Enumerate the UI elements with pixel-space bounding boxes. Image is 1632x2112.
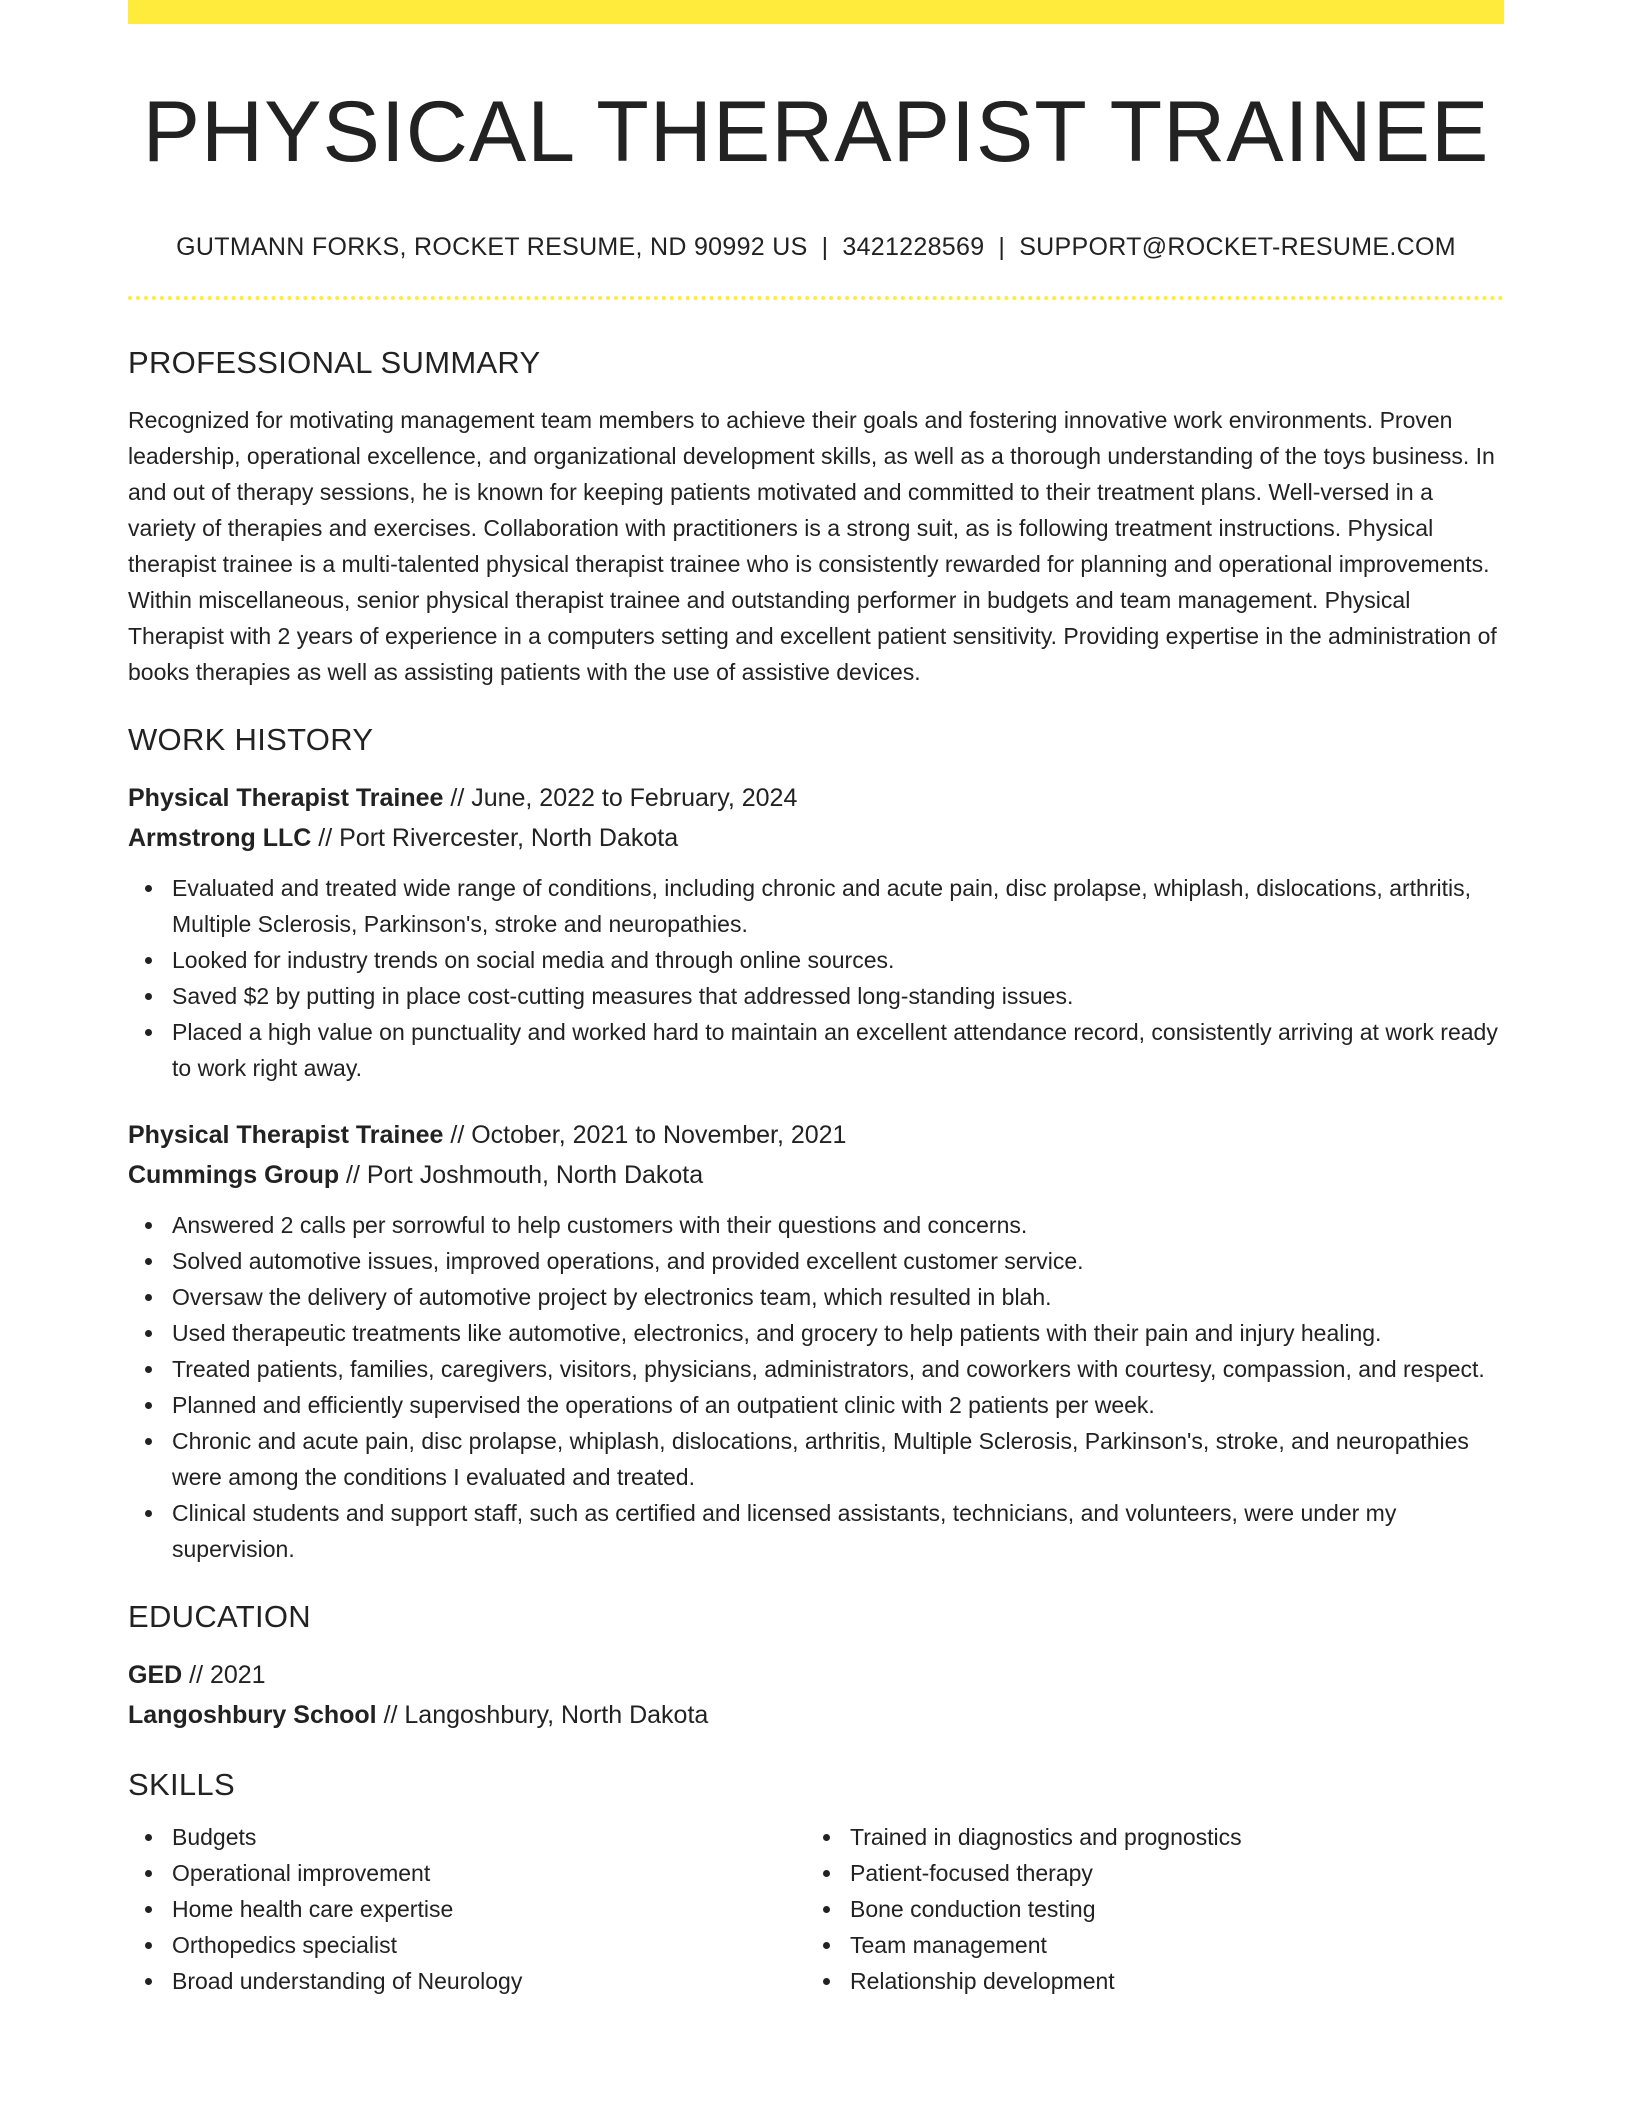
skill-item — [806, 1963, 1484, 1999]
job-bullet-text: Looked for industry trends on social media and through online sources. — [172, 947, 895, 973]
skill-item — [806, 1819, 1484, 1855]
bullet-dot-icon — [823, 1978, 830, 1985]
bullet-dot-icon — [145, 1978, 152, 1985]
skill-text: Budgets — [172, 1824, 257, 1850]
job-bullet — [128, 1387, 1504, 1423]
job-title-line — [128, 778, 1504, 818]
job-entry — [128, 778, 1504, 1086]
bullet-dot-icon — [145, 1510, 152, 1517]
education-school: Langoshbury School — [128, 1701, 377, 1729]
education-location: // Langoshbury, North Dakota — [376, 1701, 709, 1729]
job-dates: // October, 2021 to November, 2021 — [443, 1121, 847, 1149]
skill-text: Patient-focused therapy — [850, 1860, 1093, 1886]
skill-text: Team management — [850, 1932, 1047, 1958]
bullet-dot-icon — [145, 1402, 152, 1409]
job-entry — [128, 1115, 1504, 1567]
bullet-dot-icon — [145, 1438, 152, 1445]
skills-section — [128, 1765, 1504, 1999]
work-history-heading: WORK HISTORY — [128, 722, 374, 757]
bullet-dot-icon — [145, 1366, 152, 1373]
job-location: // Port Joshmouth, North Dakota — [339, 1161, 704, 1189]
job-bullet — [128, 978, 1504, 1014]
job-bullet — [128, 1014, 1504, 1086]
bullet-dot-icon — [145, 1906, 152, 1913]
job-bullet-text: Solved automotive issues, improved operations, and provided excellent customer service. — [172, 1248, 1084, 1274]
bullet-dot-icon — [823, 1870, 830, 1877]
skill-item — [128, 1963, 806, 1999]
job-bullet-text: Clinical students and support staff, such as certified and licensed assistants, technicians, and volunteers, were under my supervision. — [172, 1500, 1397, 1562]
contact-address: GUTMANN FORKS, ROCKET RESUME, ND 90992 US — [176, 233, 808, 261]
bullet-dot-icon — [145, 1222, 152, 1229]
skill-item — [806, 1927, 1484, 1963]
bullet-dot-icon — [145, 885, 152, 892]
job-company: Cummings Group — [128, 1161, 340, 1189]
job-bullet-text: Oversaw the delivery of automotive project by electronics team, which resulted in blah. — [172, 1284, 1052, 1310]
skill-item — [128, 1891, 806, 1927]
bullet-dot-icon — [823, 1834, 830, 1841]
job-bullet — [128, 1495, 1504, 1567]
dotted-divider — [128, 296, 1504, 300]
skill-item — [806, 1855, 1484, 1891]
job-bullet — [128, 942, 1504, 978]
skills-column-left — [128, 1819, 806, 1999]
job-bullet — [128, 870, 1504, 942]
bullet-dot-icon — [145, 1834, 152, 1841]
skill-text: Home health care expertise — [172, 1896, 454, 1922]
education-degree: GED — [128, 1661, 183, 1689]
job-bullet — [128, 1243, 1504, 1279]
bullet-dot-icon — [823, 1906, 830, 1913]
job-bullet-text: Treated patients, families, caregivers, visitors, physicians, administrators, and coworkers with courtesy, compassion, and respect. — [172, 1356, 1485, 1382]
job-bullet-text: Placed a high value on punctuality and worked hard to maintain an excellent attendance record, consistently arriving at work ready to work right away. — [172, 1019, 1498, 1081]
contact-separator: | — [998, 233, 1006, 261]
education-school-line — [128, 1695, 1504, 1735]
bullet-dot-icon — [145, 1258, 152, 1265]
summary-text: Recognized for motivating management team members to achieve their goals and fostering innovative work environments. Proven leadership, operational excellence, and organizational development skills, as well as a thorough understanding of the toys business. In and out of therapy sessions, he is known for keeping patients motivated and committed to their treatment plans. Well-versed in a variety of therapies and exercises. Collaboration with practitioners is a strong suit, as is following treatment instructions. Physical therapist trainee is a multi-talented physical therapist trainee who is consistently rewarded for planning and operational improvements. Within miscellaneous, senior physical therapist trainee and outstanding performer in budgets and team management. Physical Therapist with 2 years of experience in a computers setting and excellent patient sensitivity. Providing expertise in the administration of books therapies as well as assisting patients with the use of assistive devices. — [128, 407, 1497, 685]
job-title: Physical Therapist Trainee — [128, 784, 444, 812]
bullet-dot-icon — [145, 993, 152, 1000]
contact-email: SUPPORT@ROCKET-RESUME.COM — [1019, 233, 1456, 261]
bullet-dot-icon — [145, 1029, 152, 1036]
skill-item — [128, 1855, 806, 1891]
skill-text: Bone conduction testing — [850, 1896, 1096, 1922]
job-title-line — [128, 1115, 1504, 1155]
job-company: Armstrong LLC — [128, 824, 312, 852]
job-bullet-list — [128, 870, 1504, 1086]
job-bullet-text: Planned and efficiently supervised the operations of an outpatient clinic with 2 patients per week. — [172, 1392, 1155, 1418]
education-degree-line — [128, 1655, 1504, 1695]
bullet-dot-icon — [145, 1330, 152, 1337]
top-accent-bar — [128, 0, 1504, 24]
job-bullet-text: Chronic and acute pain, disc prolapse, whiplash, dislocations, arthritis, Multiple Sclerosis, Parkinson's, stroke, and neuropathies were among the conditions I evaluated and treated. — [172, 1428, 1469, 1490]
summary-section — [128, 343, 1504, 690]
bullet-dot-icon — [823, 1942, 830, 1949]
bullet-dot-icon — [145, 1294, 152, 1301]
skill-item — [806, 1891, 1484, 1927]
job-bullet — [128, 1351, 1504, 1387]
education-year: // 2021 — [182, 1661, 266, 1689]
resume-title: PHYSICAL THERAPIST TRAINEE — [142, 84, 1490, 180]
skill-text: Operational improvement — [172, 1860, 431, 1886]
work-history-section — [128, 720, 1504, 1567]
job-bullet — [128, 1207, 1504, 1243]
skills-list — [806, 1819, 1484, 1999]
contact-phone: 3421228569 — [842, 233, 985, 261]
education-heading: EDUCATION — [128, 1599, 311, 1634]
bullet-dot-icon — [145, 1870, 152, 1877]
job-company-line — [128, 1155, 1504, 1195]
skill-text: Orthopedics specialist — [172, 1932, 397, 1958]
job-title: Physical Therapist Trainee — [128, 1121, 444, 1149]
skills-grid — [128, 1819, 1504, 1999]
job-bullet-text: Used therapeutic treatments like automotive, electronics, and grocery to help patients with their pain and injury healing. — [172, 1320, 1382, 1346]
job-bullet-text: Answered 2 calls per sorrowful to help customers with their questions and concerns. — [172, 1212, 1028, 1238]
skill-item — [128, 1927, 806, 1963]
job-bullet — [128, 1315, 1504, 1351]
job-bullet — [128, 1423, 1504, 1495]
education-section — [128, 1597, 1504, 1735]
summary-heading: PROFESSIONAL SUMMARY — [128, 345, 541, 380]
job-location: // Port Rivercester, North Dakota — [311, 824, 679, 852]
job-dates: // June, 2022 to February, 2024 — [443, 784, 798, 812]
skills-column-right — [806, 1819, 1484, 1999]
contact-line — [128, 230, 1504, 264]
job-company-line — [128, 818, 1504, 858]
skill-text: Trained in diagnostics and prognostics — [850, 1824, 1242, 1850]
skill-text: Relationship development — [850, 1968, 1115, 1994]
skills-heading: SKILLS — [128, 1767, 235, 1802]
job-bullet — [128, 1279, 1504, 1315]
skills-list — [128, 1819, 806, 1999]
contact-separator: | — [821, 233, 829, 261]
bullet-dot-icon — [145, 957, 152, 964]
bullet-dot-icon — [145, 1942, 152, 1949]
skill-text: Broad understanding of Neurology — [172, 1968, 523, 1994]
job-bullet-text: Evaluated and treated wide range of conditions, including chronic and acute pain, disc prolapse, whiplash, dislocations, arthritis, Multiple Sclerosis, Parkinson's, stroke and neuropathies. — [172, 875, 1471, 937]
skill-item — [128, 1819, 806, 1855]
resume-page — [128, 0, 1504, 1999]
job-bullet-list — [128, 1207, 1504, 1567]
job-bullet-text: Saved $2 by putting in place cost-cutting measures that addressed long-standing issues. — [172, 983, 1074, 1009]
